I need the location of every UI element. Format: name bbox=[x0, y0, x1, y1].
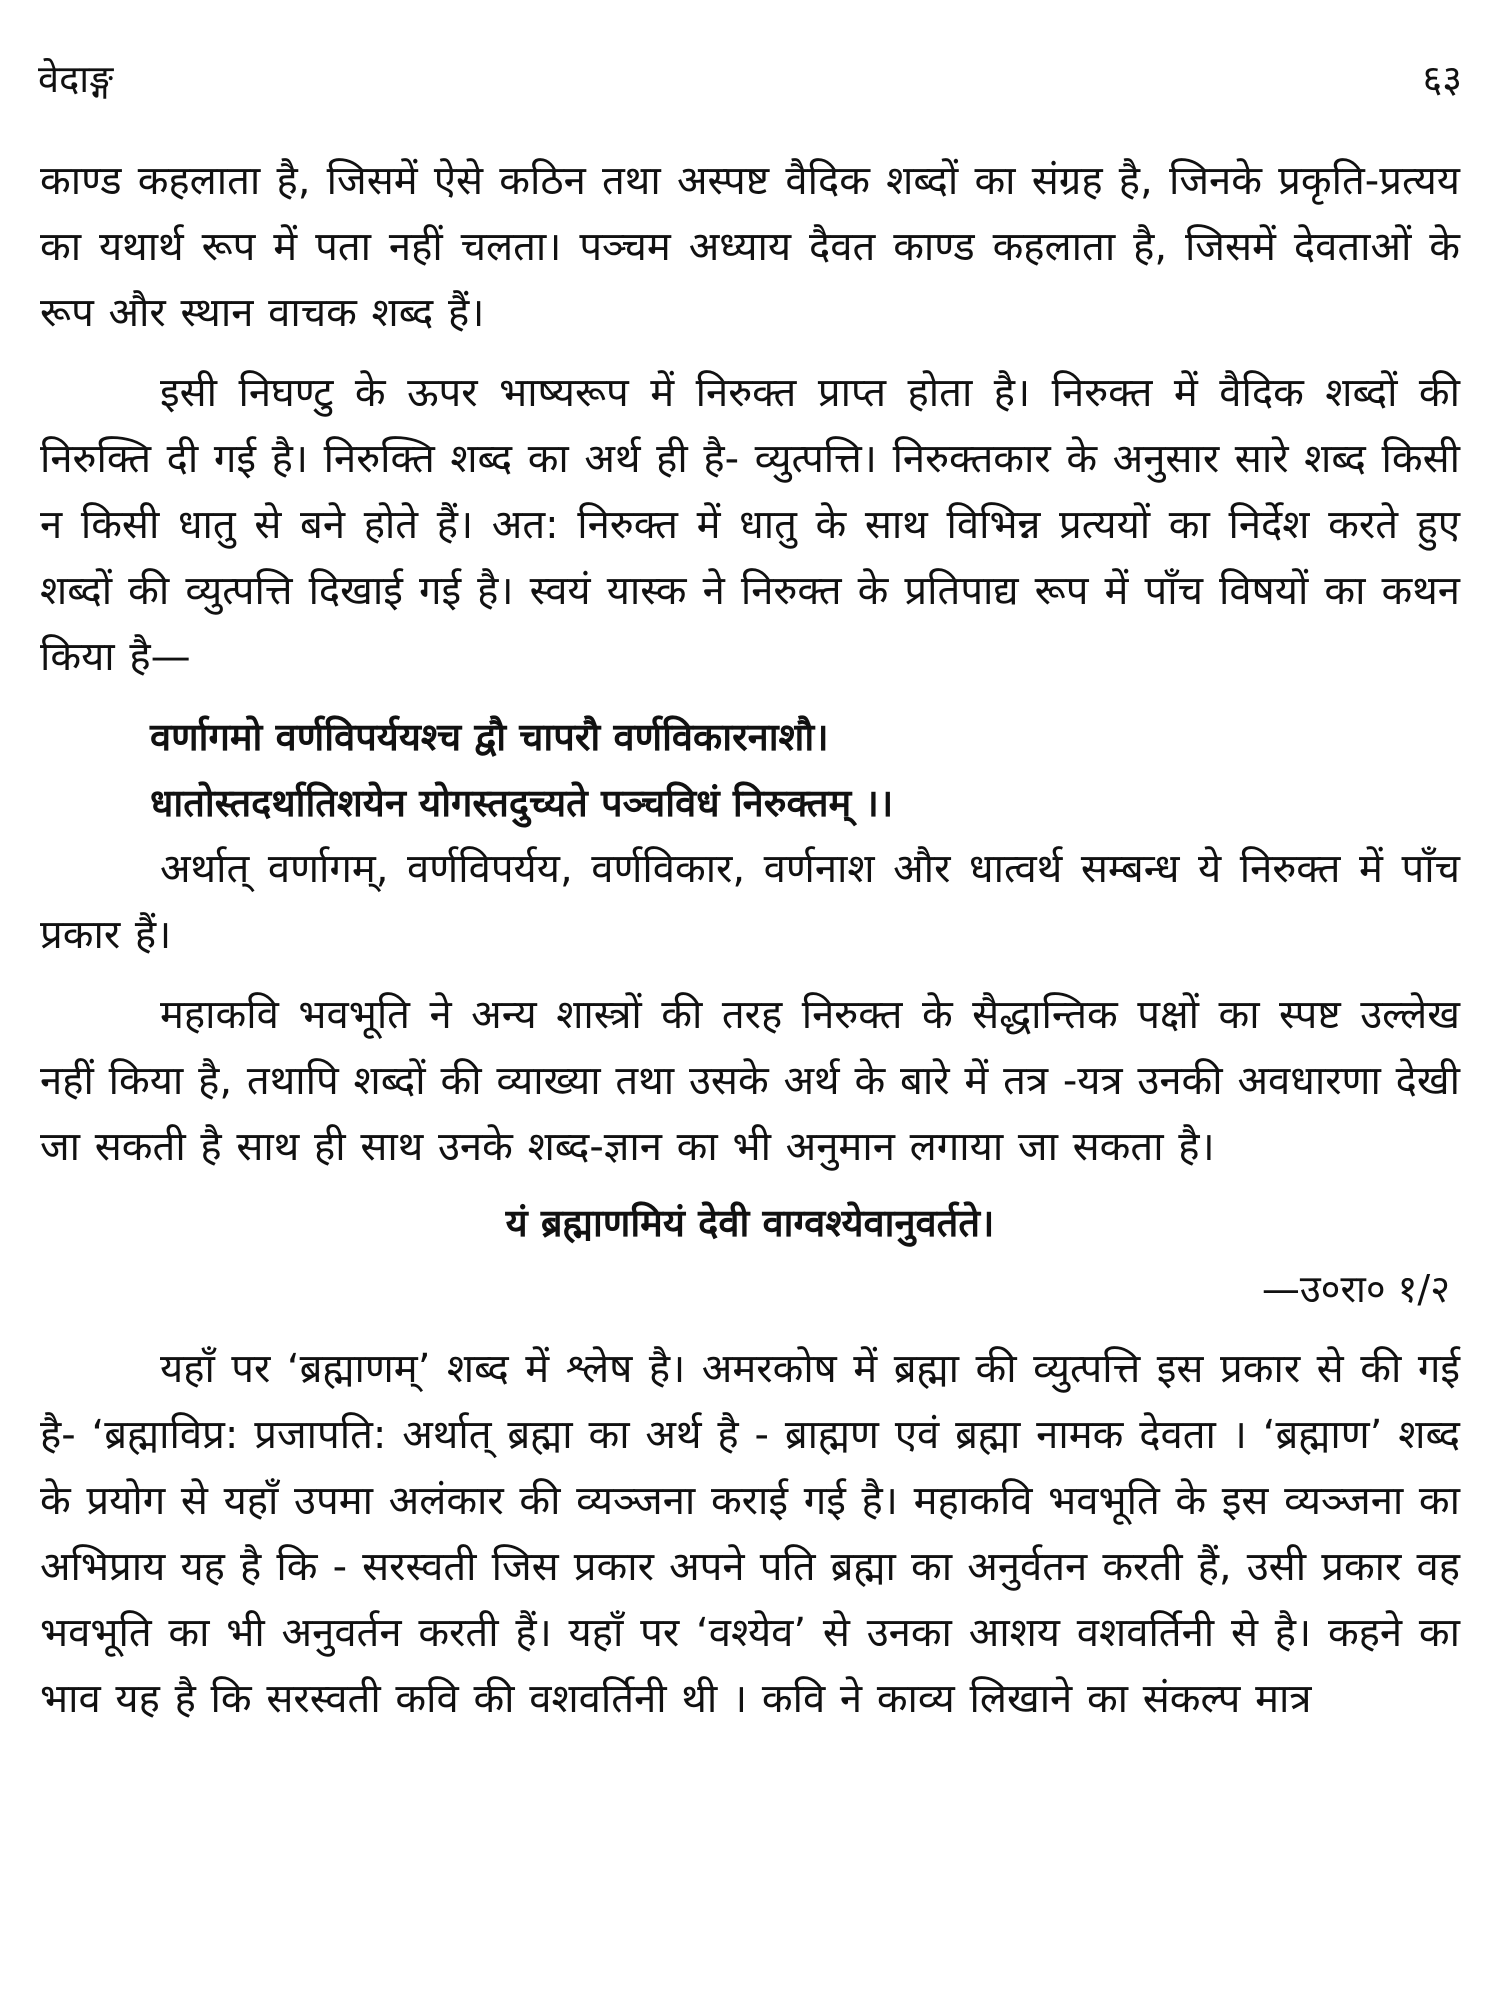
paragraph-4: महाकवि भवभूति ने अन्य शास्त्रों की तरह निरुक्त के सैद्धान्तिक पक्षों का स्पष्ट उल्लेख नहीं किया है, तथापि शब्दों की व्याख्या तथा उसके अर्थ के बारे में तत्र -यत्र उनकी अवधारणा देखी जा सकती है साथ ही साथ उनके शब्द-ज्ञान का भी अनुमान लगाया जा सकता है। bbox=[40, 992, 1460, 1170]
paragraph-5: यहाँ पर ‘ब्रह्माणम्’ शब्द में श्लेष है। अमरकोष में ब्रह्मा की व्युत्पत्ति इस प्रकार से की गई है- ‘ब्रह्माविप्र: प्रजापति: अर्थात् ब्रह्मा का अर्थ है - ब्राह्मण एवं ब्रह्मा नामक देवता । ‘ब्रह्माण’ शब्द के प्रयोग से यहाँ उपमा अलंकार की व्यञ्जना कराई गई है। महाकवि भवभूति के इस व्यञ्जना का अभिप्राय यह है कि - सरस्वती जिस प्रकार अपने पति ब्रह्मा का अनुर्वतन करती हैं, उसी प्रकार वह भवभूति का भी अनुवर्तन करती हैं। यहाँ पर ‘वश्येव’ से उनका आशय वशवर्तिनी से है। कहने का भाव यह है कि सरस्वती कवि की वशवर्तिनी थी । कवि ने काव्य लिखाने का संकल्प मात्र bbox=[40, 1346, 1460, 1722]
page-body bbox=[40, 148, 1460, 1732]
verse-line-2: धातोस्तदर्थातिशयेन योगस्तदुच्यते पञ्चविधं निरुक्तम् ।। bbox=[150, 781, 894, 825]
page-number: ६३ bbox=[1422, 57, 1462, 101]
paragraph-3: अर्थात् वर्णागम्, वर्णविपर्यय, वर्णविकार, वर्णनाश और धात्वर्थ सम्बन्ध ये निरुक्त में पाँच प्रकार हैं। bbox=[40, 846, 1460, 958]
page-header bbox=[38, 48, 1462, 108]
paragraph-2: इसी निघण्टु के ऊपर भाष्यरूप में निरुक्त प्राप्त होता है। निरुक्त में वैदिक शब्दों की निरुक्ति दी गई है। निरुक्ति शब्द का अर्थ ही है- व्युत्पत्ति। निरुक्तकार के अनुसार सारे शब्द किसी न किसी धातु से बने होते हैं। अत: निरुक्त में धातु के साथ विभिन्न प्रत्ययों का निर्देश करते हुए शब्दों की व्युत्पत्ति दिखाई गई है। स्वयं यास्क ने निरुक्त के प्रतिपाद्य रूप में पाँच विषयों का कथन किया है— bbox=[40, 370, 1460, 680]
verse-reference: —उ०रा० १/२ bbox=[1261, 1267, 1450, 1311]
spacer bbox=[40, 1322, 1460, 1336]
spacer bbox=[40, 968, 1460, 982]
quoted-verse: यं ब्रह्माणमियं देवी वाग्वश्येवानुवर्तते। bbox=[505, 1201, 995, 1245]
spacer bbox=[40, 346, 1460, 360]
paragraph-1: काण्ड कहलाता है, जिसमें ऐसे कठिन तथा अस्पष्ट वैदिक शब्दों का संग्रह है, जिनके प्रकृति-प्रत्यय का यथार्थ रूप में पता नहीं चलता। पञ्चम अध्याय दैवत काण्ड कहलाता है, जिसमें देवताओं के रूप और स्थान वाचक शब्द हैं। bbox=[40, 158, 1460, 336]
verse-line-1: वर्णागमो वर्णविपर्ययश्च द्वौ चापरौ वर्णविकारनाशौ। bbox=[150, 715, 829, 759]
running-title: वेदाङ्ग bbox=[38, 57, 114, 101]
spacer bbox=[40, 690, 1460, 704]
